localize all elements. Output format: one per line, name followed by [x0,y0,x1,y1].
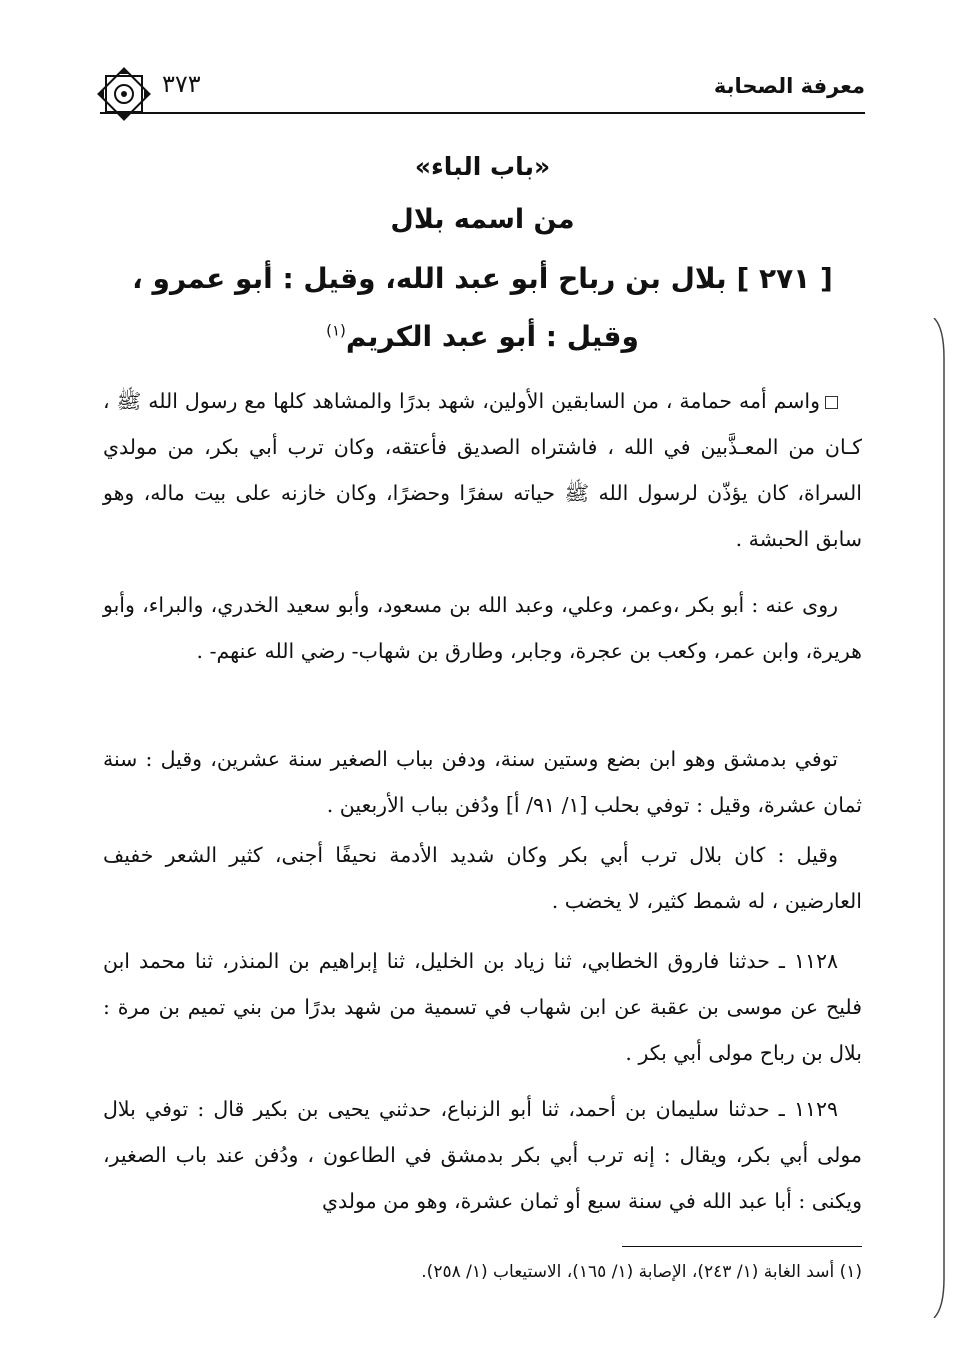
section-heading: من اسمه بلال [390,204,575,235]
paragraph-description [103,832,862,924]
page-ornament-icon [92,62,156,126]
paragraph-text: ١١٢٩ ـ حدثنا سليمان بن أحمد، ثنا أبو الزنباع، حدثني يحيى بن بكير قال : توفي بلال مولى أبي بكر، ويقال : إنه ترب أبي بكر بدمشق في الطاعون ، ودُفن عند باب الصغير، ويكنى : أبا عبد الله في سنة سبع أو ثمان عشرة، وهو من مولدي [103,1097,862,1213]
paragraph-text: ١١٢٨ ـ حدثنا فاروق الخطابي، ثنا زياد بن الخليل، ثنا إبراهيم بن المنذر، ثنا محمد ابن فليح عن موسى بن عقبة عن ابن شهاب في تسمية من شهد بدرًا من بني تميم بن مرة : بلال بن رباح مولى أبي بكر . [103,949,862,1065]
binding-edge-mark [930,318,950,1318]
footnote: (١) أسد الغابة (١/ ٢٤٣)، الإصابة (١/ ١٦٥)، الاستيعاب (١/ ٢٥٨). [421,1262,862,1282]
paragraph-hadith-1129 [103,1086,862,1224]
paragraph-death [103,736,862,828]
page-number: ٣٧٣ [162,70,201,98]
paragraph-hadith-1128 [103,938,862,1076]
header-rule [100,112,865,114]
footnote-rule [622,1246,862,1247]
chapter-heading: «باب الباء» [414,152,551,181]
paragraph-text: توفي بدمشق وهو ابن بضع وستين سنة، ودفن بباب الصغير سنة عشرين، وقيل : سنة ثمان عشرة، وقيل : توفي بحلب [١/ ٩١/ أ] ودُفن بباب الأربعين . [103,747,862,817]
paragraph-text: روى عنه : أبو بكر ،وعمر، وعلي، وعبد الله بن مسعود، وأبو سعيد الخدري، والبراء، وأبو هريرة، وابن عمر، وكعب بن عجرة، وجابر، وطارق بن شهاب- رضي الله عنهم- . [103,593,862,663]
footnote-reference: (١) [326,321,346,340]
entry-heading-line2 [100,320,865,353]
paragraph-text: وقيل : كان بلال ترب أبي بكر وكان شديد الأدمة نحيفًا أجنى، كثير الشعر خفيف العارضين ، له شمط كثير، لا يخضب . [103,843,862,913]
paragraph-text: واسم أمه حمامة ، من السابقين الأولين، شهد بدرًا والمشاهد كلها مع رسول الله ﷺ ، كـان من المعـذَّبين في الله ، فاشتراه الصديق فأعتقه، وكان ترب أبي بكر، من مولدي السراة، كان يؤذّن لرسول الله ﷺ حياته سفرًا وحضرًا، وكان خازنه على بيت ماله، وهو سابق الحبشة . [103,389,862,551]
entry-heading-text: وقيل : أبو عبد الكريم [345,320,639,353]
paragraph-narrators [103,582,862,674]
paragraph-biography [103,378,862,562]
entry-heading-line1: [ ٢٧١ ] بلال بن رباح أبو عبد الله، وقيل : أبو عمرو ، [132,262,833,295]
running-title: معرفة الصحابة [713,74,865,98]
square-marker-icon [825,396,838,409]
